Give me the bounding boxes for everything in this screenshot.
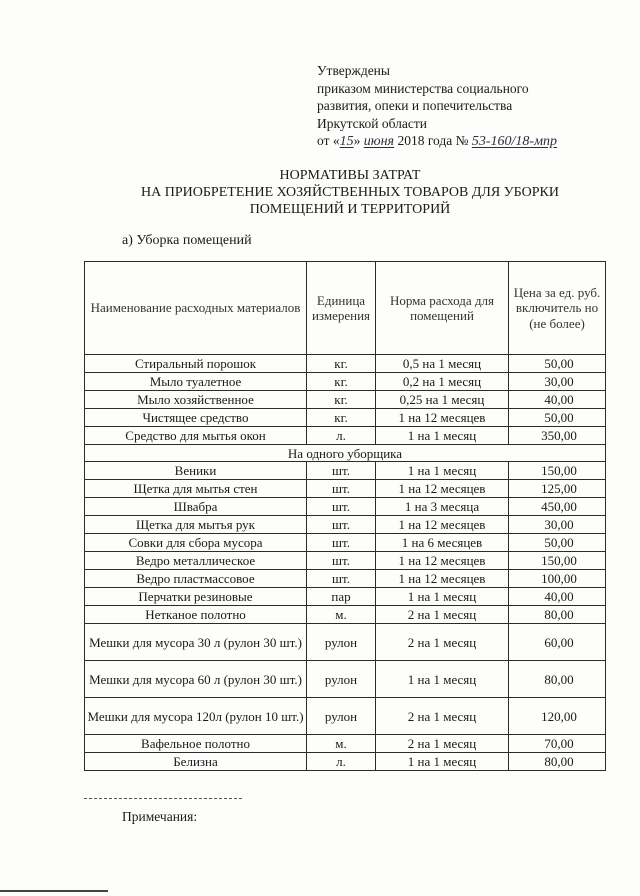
cell-name: Швабра: [85, 498, 307, 516]
table-row: [85, 427, 606, 445]
cell-unit: шт.: [307, 498, 376, 516]
cell-unit: шт.: [307, 552, 376, 570]
cell-norm: 1 на 12 месяцев: [376, 570, 509, 588]
page-edge-mark: [0, 890, 108, 892]
cell-unit: л.: [307, 753, 376, 771]
cell-unit: кг.: [307, 355, 376, 373]
cell-norm: 1 на 12 месяцев: [376, 516, 509, 534]
cell-price: 60,00: [509, 624, 606, 661]
title-line: ПОМЕЩЕНИЙ И ТЕРРИТОРИЙ: [249, 202, 451, 217]
date-month: июня: [363, 134, 395, 149]
table-row: [85, 498, 606, 516]
cell-name: Мешки для мусора 30 л (рулон 30 шт.): [85, 624, 307, 661]
section-cleaner-label: На одного уборщика: [85, 445, 606, 462]
table-row: [85, 606, 606, 624]
cell-name: Щетка для мытья рук: [85, 516, 307, 534]
cell-norm: 0,5 на 1 месяц: [376, 355, 509, 373]
header-unit: Единица измерения: [307, 262, 376, 355]
cell-name: Веники: [85, 462, 307, 480]
cell-price: 40,00: [509, 588, 606, 606]
cell-unit: м.: [307, 735, 376, 753]
section-row-group: [85, 445, 606, 462]
cell-norm: 2 на 1 месяц: [376, 606, 509, 624]
cell-norm: 1 на 1 месяц: [376, 661, 509, 698]
table-row: [85, 753, 606, 771]
cell-price: 120,00: [509, 698, 606, 735]
cell-name: Мешки для мусора 120л (рулон 10 шт.): [85, 698, 307, 735]
cell-unit: рулон: [307, 698, 376, 735]
cell-unit: шт.: [307, 462, 376, 480]
cell-price: 80,00: [509, 753, 606, 771]
approval-block: [317, 62, 632, 151]
cell-unit: л.: [307, 427, 376, 445]
cell-price: 50,00: [509, 534, 606, 552]
cell-price: 70,00: [509, 735, 606, 753]
date-day: 15: [339, 134, 354, 149]
table-row: [85, 480, 606, 498]
cell-price: 80,00: [509, 606, 606, 624]
cell-price: 50,00: [509, 409, 606, 427]
cell-norm: 0,2 на 1 месяц: [376, 373, 509, 391]
approval-line: Иркутской области: [317, 115, 428, 131]
norms-table: [84, 261, 606, 771]
cell-name: Ведро пластмассовое: [85, 570, 307, 588]
table-row: [85, 624, 606, 661]
table-row: [85, 355, 606, 373]
cell-name: Совки для сбора мусора: [85, 534, 307, 552]
cell-unit: шт.: [307, 480, 376, 498]
header-norm: Норма расхода для помещений: [376, 262, 509, 355]
cell-norm: 1 на 12 месяцев: [376, 480, 509, 498]
cell-norm: 1 на 6 месяцев: [376, 534, 509, 552]
table-row: [85, 735, 606, 753]
table-row: [85, 391, 606, 409]
cell-name: Мешки для мусора 60 л (рулон 30 шт.): [85, 661, 307, 698]
cell-unit: рулон: [307, 661, 376, 698]
cell-name: Мыло хозяйственное: [85, 391, 307, 409]
cell-norm: 2 на 1 месяц: [376, 735, 509, 753]
table-row: [85, 462, 606, 480]
table-row: [85, 661, 606, 698]
cell-norm: 2 на 1 месяц: [376, 624, 509, 661]
table-row: [85, 409, 606, 427]
cell-name: Нетканое полотно: [85, 606, 307, 624]
table-row: [85, 373, 606, 391]
approval-date-line: [317, 132, 632, 151]
date-mid: »: [353, 133, 361, 148]
header-name: Наименование расходных материалов: [85, 262, 307, 355]
title-line: НОРМАТИВЫ ЗАТРАТ: [279, 168, 421, 183]
cell-name: Ведро металлическое: [85, 552, 307, 570]
cell-norm: 1 на 1 месяц: [376, 462, 509, 480]
notes-label: Примечания:: [122, 809, 198, 824]
table-row: [85, 552, 606, 570]
cleaner-rows: [85, 462, 606, 771]
cell-name: Чистящее средство: [85, 409, 307, 427]
subsection-heading: а) Уборка помещений: [122, 233, 252, 248]
table-row: [85, 588, 606, 606]
section-row: [85, 445, 606, 462]
cell-norm: 0,25 на 1 месяц: [376, 391, 509, 409]
cell-norm: 1 на 1 месяц: [376, 753, 509, 771]
cell-price: 450,00: [509, 498, 606, 516]
cell-name: Перчатки резиновые: [85, 588, 307, 606]
cell-name: Белизна: [85, 753, 307, 771]
cell-norm: 1 на 12 месяцев: [376, 409, 509, 427]
cell-unit: кг.: [307, 373, 376, 391]
cell-unit: пар: [307, 588, 376, 606]
cell-name: Стиральный порошок: [85, 355, 307, 373]
cell-unit: кг.: [307, 391, 376, 409]
cell-unit: рулон: [307, 624, 376, 661]
cell-norm: 1 на 3 месяца: [376, 498, 509, 516]
cell-norm: 1 на 12 месяцев: [376, 552, 509, 570]
cell-unit: кг.: [307, 409, 376, 427]
cell-price: 50,00: [509, 355, 606, 373]
cell-price: 30,00: [509, 373, 606, 391]
document-title: [60, 167, 640, 218]
table-row: [85, 534, 606, 552]
cell-norm: 1 на 1 месяц: [376, 427, 509, 445]
title-line: НА ПРИОБРЕТЕНИЕ ХОЗЯЙСТВЕННЫХ ТОВАРОВ ДЛЯ УБОРКИ: [141, 185, 559, 200]
cell-name: Щетка для мытья стен: [85, 480, 307, 498]
date-year: 2018 года №: [397, 133, 469, 148]
cell-price: 30,00: [509, 516, 606, 534]
cell-unit: шт.: [307, 534, 376, 552]
cell-price: 150,00: [509, 462, 606, 480]
cell-unit: шт.: [307, 570, 376, 588]
approval-line: развития, опеки и попечительства: [317, 98, 513, 113]
cell-name: Средство для мытья окон: [85, 427, 307, 445]
cell-norm: 1 на 1 месяц: [376, 588, 509, 606]
footnote-divider: [84, 798, 242, 799]
header-price: Цена за ед. руб. включитель но (не более): [509, 262, 606, 355]
cell-name: Вафельное полотно: [85, 735, 307, 753]
table-row: [85, 698, 606, 735]
table-row: [85, 570, 606, 588]
cell-price: 100,00: [509, 570, 606, 588]
approval-line: Утверждены: [317, 63, 390, 78]
cell-price: 125,00: [509, 480, 606, 498]
cell-price: 150,00: [509, 552, 606, 570]
cell-price: 350,00: [509, 427, 606, 445]
premises-rows: [85, 355, 606, 445]
cell-price: 80,00: [509, 661, 606, 698]
approval-line: приказом министерства социального: [317, 80, 529, 96]
cell-unit: м.: [307, 606, 376, 624]
table-header-row: [85, 262, 606, 355]
cell-norm: 2 на 1 месяц: [376, 698, 509, 735]
cell-price: 40,00: [509, 391, 606, 409]
order-number: 53-160/18-мпр: [471, 134, 558, 149]
table-row: [85, 516, 606, 534]
date-prefix: от «: [317, 133, 340, 148]
cell-name: Мыло туалетное: [85, 373, 307, 391]
cell-unit: шт.: [307, 516, 376, 534]
